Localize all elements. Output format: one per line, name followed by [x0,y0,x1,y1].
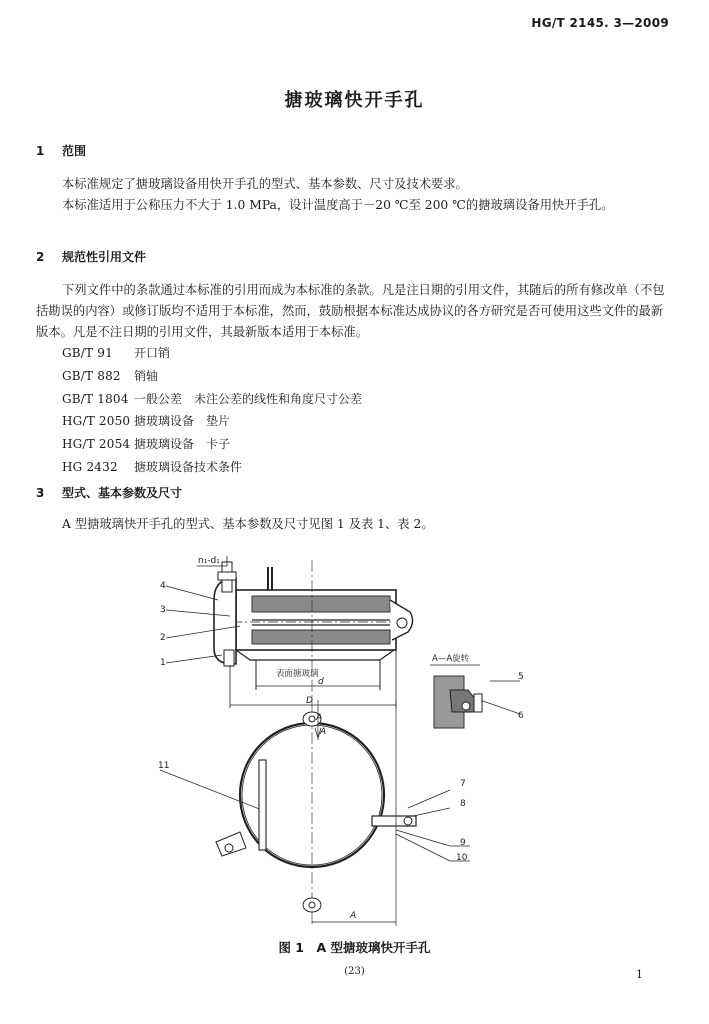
part-label: 2 [160,633,166,643]
reference-code: GB/T 1804 [62,391,129,406]
part-label: 5 [518,672,524,682]
scope-paragraph-2: 本标准适用于公称压力不大于 1.0 MPa，设计温度高于－20 ℃至 200 ℃的搪玻璃设备用快开手孔。 [62,198,614,212]
references-intro: 下列文件中的条款通过本标准的引用而成为本标准的条款。凡是注日期的引用文件，其随后的所有修改单（不包括勘误的内容）或修订版均不适用于本标准，然而，鼓励根据本标准达成协议的各方研究是否可使用这些文件的最新版本。凡是不注日期的引用文件，其最新版本适用于本标准。 [36,283,665,339]
scope-paragraph-1: 本标准规定了搪玻璃设备用快开手孔的型式、基本参数、尺寸及技术要求。 [62,177,468,191]
section-number: 3 [36,486,45,500]
part-label: 9 [460,838,466,848]
section-A-mark: A [316,713,323,723]
part-label: 6 [518,711,524,721]
part-label: 8 [460,799,466,809]
part-label: 1 [160,658,166,668]
reference-title: 搪玻璃设备 垫片 [134,414,231,429]
reference-item [62,367,362,390]
page-code: (23) [344,966,365,977]
bolt-label: n₁-d₁ [198,556,220,566]
reference-item [62,412,362,435]
top-view [216,700,416,926]
section-title: 规范性引用文件 [62,250,147,264]
reference-item [62,435,362,458]
section-3-heading [36,484,182,501]
reference-item [62,458,362,481]
dim-A-label: A [350,911,357,921]
reference-code: GB/T 91 [62,346,113,360]
figure-caption: 图 1 A 型搪玻璃快开手孔 [278,940,431,955]
section-view [430,665,482,728]
reference-code: HG/T 2054 [62,437,131,452]
part-label: 10 [456,853,468,863]
reference-code: HG/T 2050 [62,414,131,429]
reference-title: 搪玻璃设备 卡子 [134,437,231,452]
part-label: 3 [160,605,166,615]
section-number: 1 [36,144,45,158]
part-label: 7 [460,779,466,789]
section-A-mark: A [320,727,327,737]
part-label: 11 [158,761,170,771]
part-label: 4 [160,581,166,591]
section-view-label: A—A旋转 [432,654,470,664]
type-paragraph: A 型搪玻璃快开手孔的型式、基本参数及尺寸见图 1 及表 1、表 2。 [62,517,434,531]
reference-code: GB/T 882 [62,368,121,383]
reference-title: 销轴 [134,368,159,383]
figure-1-drawing [0,540,709,935]
reference-item [62,390,362,413]
section-1-heading [36,142,86,159]
dim-d-label: d [318,677,324,687]
reference-code: HG 2432 [62,459,118,474]
reference-title: 开口销 [134,346,171,360]
reference-item [62,344,362,367]
section-title: 型式、基本参数及尺寸 [62,486,183,500]
reference-title: 搪玻璃设备技术条件 [134,459,243,474]
section-title: 范围 [62,144,87,158]
standard-number: HG/T 2145. 3—2009 [531,16,669,30]
dim-D-label: D [306,696,313,706]
section-number: 2 [36,250,45,264]
page-number: 1 [636,968,643,981]
glazed-surface-label: 表面搪玻璃 [276,669,319,679]
section-2-heading [36,248,146,265]
document-title: 搪玻璃快开手孔 [284,90,425,111]
reference-list [62,344,362,481]
reference-title: 一般公差 未注公差的线性和角度尺寸公差 [134,391,363,406]
